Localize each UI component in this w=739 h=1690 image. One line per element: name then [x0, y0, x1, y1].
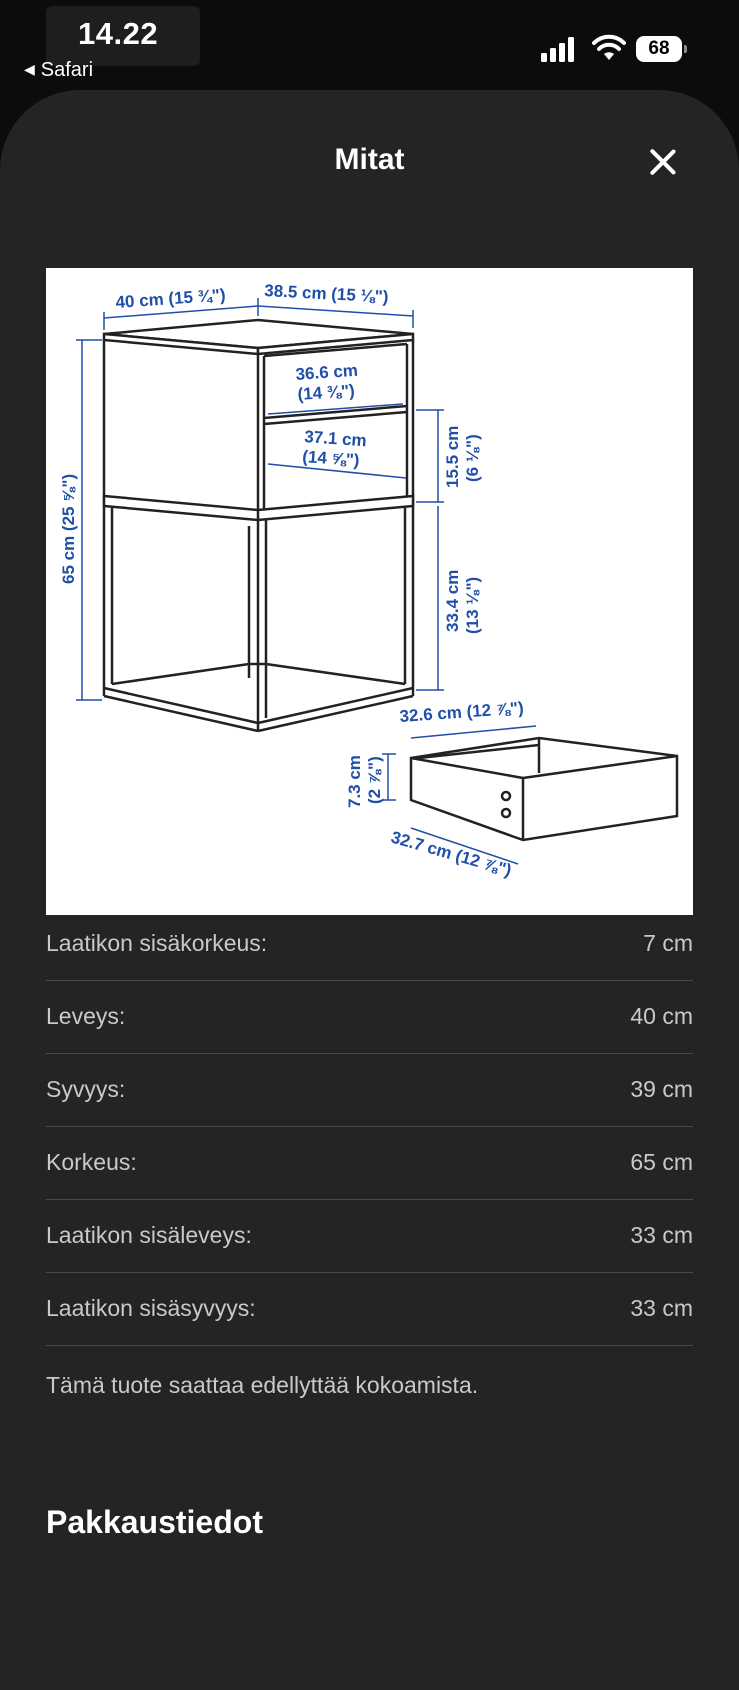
dimension-label: Syvyys:	[46, 1076, 126, 1102]
label-drawer-height: 15.5 cm	[443, 425, 462, 488]
dimension-row	[46, 1127, 693, 1200]
cellular-signal-icon	[541, 34, 581, 62]
sheet-title: Mitat	[334, 143, 405, 176]
dimension-label: Korkeus:	[46, 1149, 137, 1175]
assembly-note: Tämä tuote saattaa edellyttää kokoamista.	[46, 1372, 479, 1398]
dimension-value: 33 cm	[630, 1222, 693, 1248]
dimension-row	[46, 1273, 693, 1346]
status-bar	[0, 0, 739, 90]
label-leg-height: 33.4 cm	[443, 569, 462, 632]
wifi-icon	[592, 34, 626, 62]
label-drawer-inner-height-in: (2 ⅞")	[365, 756, 384, 804]
label-depth-top: 38.5 cm (15 ⅛")	[263, 281, 389, 307]
dimension-value: 40 cm	[630, 1003, 693, 1029]
dimension-row	[46, 1054, 693, 1127]
back-triangle-icon: ◀	[24, 61, 35, 77]
dimension-list	[46, 908, 693, 1346]
label-shelf-width-in: (14 ⅝")	[301, 447, 361, 470]
dimension-value: 39 cm	[630, 1076, 693, 1102]
dimension-row	[46, 908, 693, 981]
dimension-diagram	[46, 268, 693, 915]
dimensions-sheet	[0, 90, 739, 1690]
battery-icon	[636, 36, 686, 62]
label-drawer-inner-depth: 32.7 cm (12 ⅞")	[388, 827, 514, 881]
label-drawer-front-width: 36.6 cm	[294, 360, 359, 384]
dimension-label: Laatikon sisäsyvyys:	[46, 1295, 256, 1321]
label-leg-height-in: (13 ⅛")	[463, 576, 482, 634]
label-shelf-width: 37.1 cm	[303, 427, 368, 451]
label-height-total: 65 cm (25 ⅝")	[59, 473, 78, 584]
label-drawer-height-in: (6 ⅛")	[463, 434, 482, 482]
dimension-label: Laatikon sisäkorkeus:	[46, 930, 268, 956]
dimension-value: 65 cm	[630, 1149, 693, 1175]
label-drawer-inner-width: 32.6 cm (12 ⅞")	[398, 698, 525, 726]
label-drawer-inner-height: 7.3 cm	[345, 755, 364, 808]
dimension-row	[46, 1200, 693, 1273]
section-title-packaging: Pakkaustiedot	[46, 1504, 263, 1540]
close-button[interactable]	[640, 140, 686, 186]
clock: 14.22	[78, 16, 159, 51]
dimension-value: 7 cm	[643, 930, 693, 956]
back-app-label: Safari	[40, 59, 94, 81]
dimension-label: Leveys:	[46, 1003, 126, 1029]
dimension-row	[46, 981, 693, 1054]
dimension-value: 33 cm	[630, 1295, 693, 1321]
back-to-app-link[interactable]	[24, 59, 93, 82]
battery-level: 68	[636, 36, 682, 62]
label-drawer-front-width-in: (14 ⅜")	[296, 381, 356, 404]
label-width-top: 40 cm (15 ¾")	[114, 285, 227, 312]
dimension-label: Laatikon sisäleveys:	[46, 1222, 252, 1248]
nightstand-drawing	[46, 268, 693, 915]
